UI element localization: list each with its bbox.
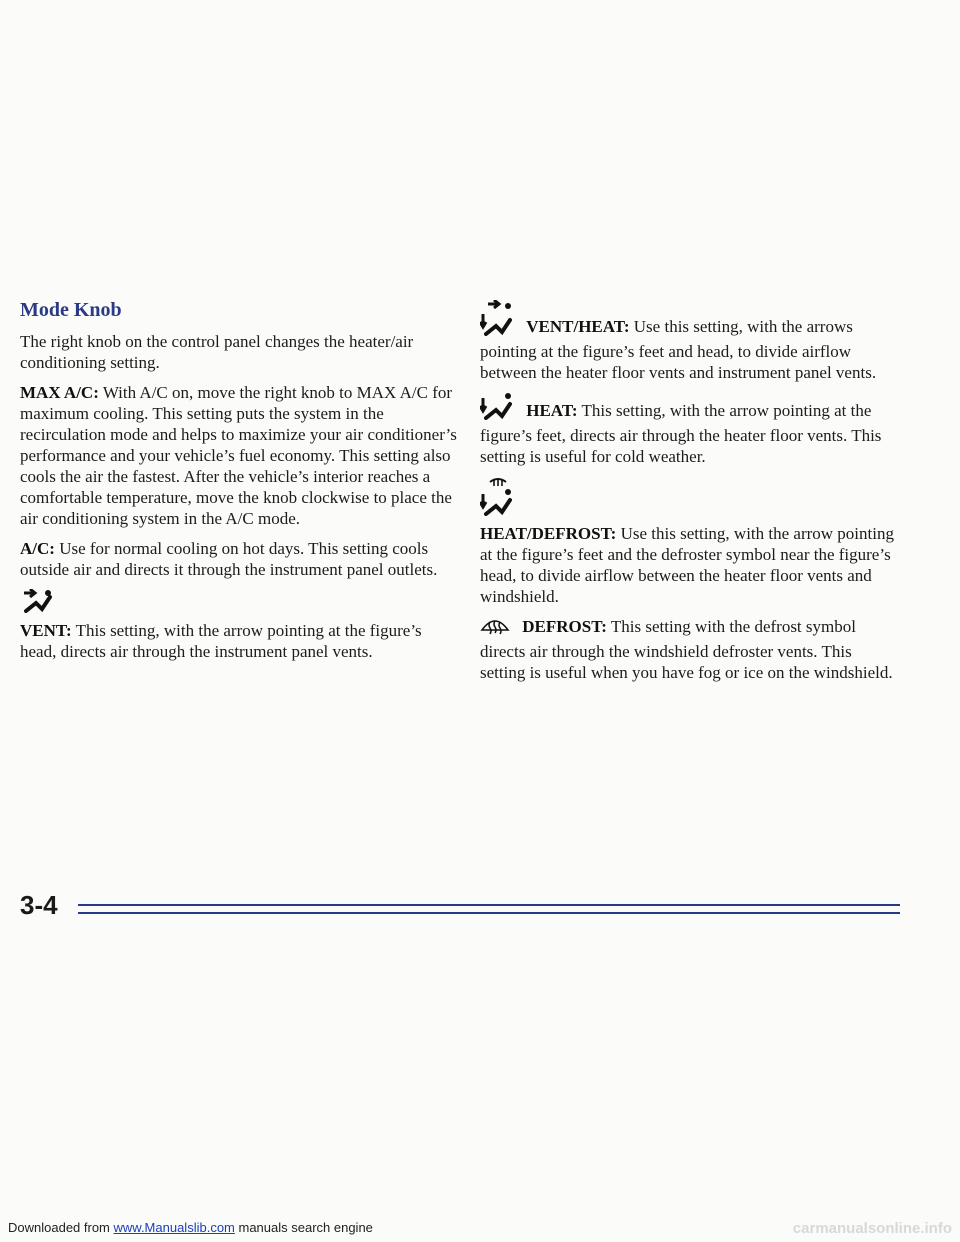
max-ac-paragraph: [20, 382, 460, 529]
defrost-text: This setting with the defrost symbol directs air through the windshield defroster vents. This setting is useful when you have fog or ice on the windshield.: [480, 617, 893, 682]
heat-defrost-mode-icon: [480, 476, 892, 521]
vent-paragraph: [20, 589, 460, 662]
defrost-term: DEFROST:: [522, 617, 607, 636]
ac-paragraph: [20, 538, 460, 580]
vent-heat-text: Use this setting, with the arrows pointing at the figure’s feet and head, to divide airflow between the heater floor vents and instrument panel vents.: [480, 317, 877, 382]
max-ac-text: With A/C on, move the right knob to MAX A/C for maximum cooling. This setting puts the system in the recirculation mode and helps to maximize your air conditioner’s performance and your vehicle’s fuel economy. This setting also cools the air the fastest. After the vehicle’s interior reaches a comfortable temperature, move the knob clockwise to place the air conditioning system in the A/C mode.: [20, 383, 457, 528]
vent-heat-paragraph: [480, 300, 900, 383]
heat-text: This setting, with the arrow pointing at the figure’s feet, directs air through the heater floor vents. This setting is useful for cold weather.: [480, 401, 882, 466]
ac-text: Use for normal cooling on hot days. This setting cools outside air and directs it through the instrument panel outlets.: [20, 539, 438, 579]
heat-paragraph: [480, 392, 900, 467]
right-column: [480, 300, 900, 692]
section-intro: The right knob on the control panel changes the heater/air conditioning setting.: [20, 332, 414, 372]
defrost-mode-icon: [480, 616, 510, 641]
download-banner-prefix: Downloaded from: [8, 1220, 114, 1235]
download-banner-suffix: manuals search engine: [234, 1220, 373, 1235]
watermark: carmanualsonline.info: [792, 1220, 952, 1237]
defrost-paragraph: [480, 616, 900, 683]
section-heading: Mode Knob: [20, 299, 122, 321]
vent-text: This setting, with the arrow pointing at the figure’s head, directs air through the instrument panel vents.: [20, 621, 422, 661]
max-ac-term: MAX A/C:: [20, 383, 99, 402]
heat-mode-icon: [480, 392, 514, 425]
ac-term: A/C:: [20, 539, 55, 558]
vent-heat-mode-icon: [480, 300, 514, 341]
vent-heat-term: VENT/HEAT:: [526, 317, 630, 336]
vent-mode-icon: [20, 589, 452, 618]
left-column: [20, 300, 460, 671]
manualslib-link[interactable]: www.Manualslib.com: [113, 1220, 235, 1235]
heat-defrost-term: HEAT/DEFROST:: [480, 524, 617, 543]
heat-defrost-paragraph: [480, 476, 900, 607]
heat-term: HEAT:: [526, 401, 578, 420]
heat-defrost-text: Use this setting, with the arrow pointing at the figure’s feet and the defroster symbol near the figure’s head, to divide airflow between the heater floor vents and windshield.: [480, 524, 894, 606]
footer-rule: [78, 904, 900, 914]
vent-term: VENT:: [20, 621, 72, 640]
page-number: 3-4: [20, 890, 58, 920]
download-banner: [8, 1220, 373, 1235]
